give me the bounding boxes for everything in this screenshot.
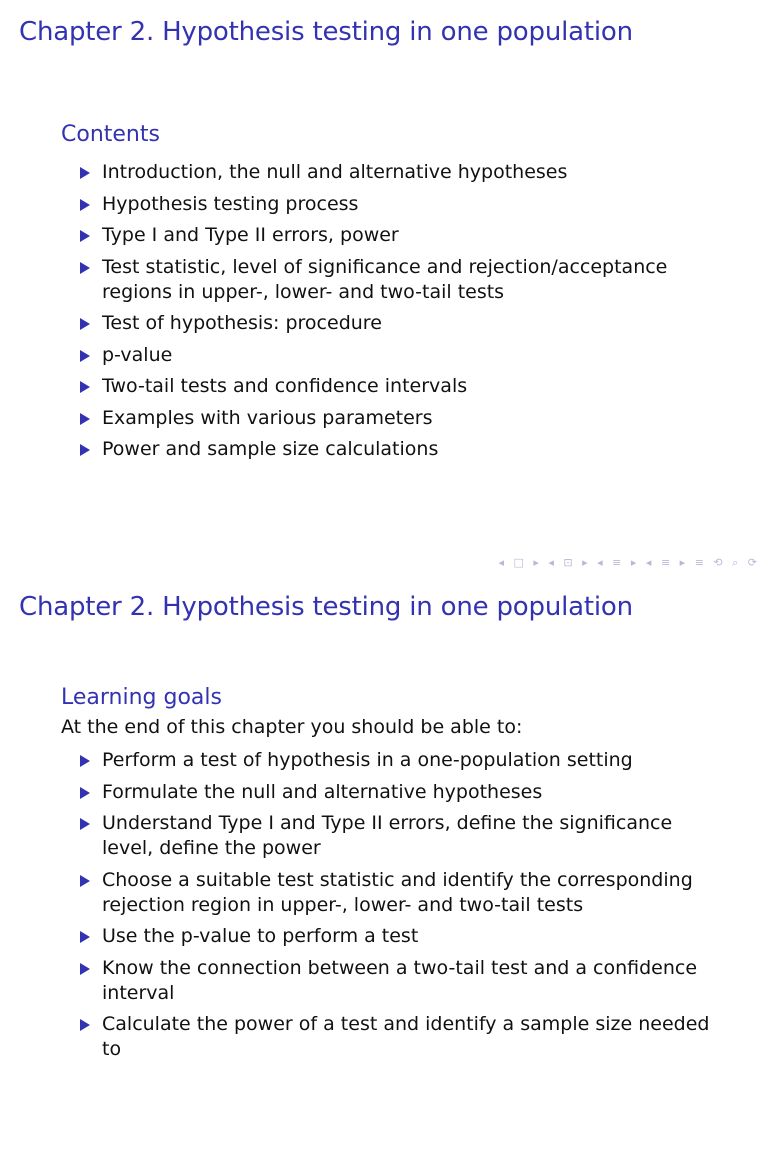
- intro-text: At the end of this chapter you should be able to:: [61, 716, 523, 738]
- triangle-bullet-icon: [80, 963, 90, 975]
- block-title: Contents: [61, 122, 160, 147]
- document-nav-icon[interactable]: ◂ ≡ ▸: [645, 556, 689, 569]
- list-item-text: Test statistic, level of significance and rejection/acceptance regions in upper-, lower- and two-tail tests: [102, 255, 668, 303]
- list-item: [80, 311, 720, 336]
- list-item-text: Use the p-value to perform a test: [102, 925, 419, 947]
- list-item-text: Two-tail tests and confidence intervals: [102, 375, 468, 397]
- triangle-bullet-icon: [80, 199, 90, 211]
- triangle-bullet-icon: [80, 381, 90, 393]
- list-item: [80, 780, 720, 805]
- list-item-text: Formulate the null and alternative hypotheses: [102, 780, 543, 803]
- triangle-bullet-icon: [80, 230, 90, 242]
- beamer-navigation-bar: [498, 556, 760, 570]
- list-item: [80, 223, 720, 248]
- list-item: [80, 811, 720, 861]
- section-nav-icon[interactable]: ◂ ≡ ▸: [597, 556, 640, 569]
- list-item: [80, 1012, 720, 1062]
- list-item-text: Type I and Type II errors, power: [102, 224, 399, 246]
- subsection-nav-icon[interactable]: ◂ ⊡ ▸: [548, 556, 591, 569]
- list-item-text: Introduction, the null and alternative hypotheses: [102, 161, 568, 183]
- triangle-bullet-icon: [80, 167, 90, 179]
- list-item-text: Power and sample size calculations: [102, 438, 439, 460]
- list-item-text: Understand Type I and Type II errors, define the significance level, define the power: [102, 812, 673, 859]
- slide-learning-goals: [0, 575, 768, 1150]
- frame-title: Chapter 2. Hypothesis testing in one population: [19, 592, 633, 622]
- frame-title: Chapter 2. Hypothesis testing in one population: [19, 17, 633, 47]
- triangle-bullet-icon: [80, 787, 90, 799]
- triangle-bullet-icon: [80, 875, 90, 887]
- list-item: [80, 748, 720, 773]
- frame-nav-icon[interactable]: ◂ □ ▸: [498, 556, 542, 569]
- list-item: [80, 255, 720, 305]
- list-item-text: Test of hypothesis: procedure: [102, 312, 382, 334]
- list-item: [80, 406, 720, 431]
- list-item-text: Know the connection between a two-tail test and a confidence interval: [102, 956, 698, 1004]
- list-item: [80, 160, 720, 185]
- contents-list: [80, 160, 720, 469]
- list-item-text: p-value: [102, 343, 173, 366]
- list-item-text: Perform a test of hypothesis in a one-population setting: [102, 749, 633, 771]
- triangle-bullet-icon: [80, 818, 90, 830]
- appendix-nav-icon[interactable]: ≡: [694, 556, 707, 569]
- triangle-bullet-icon: [80, 413, 90, 425]
- list-item: [80, 956, 720, 1006]
- triangle-bullet-icon: [80, 755, 90, 767]
- search-nav-icon[interactable]: ⟲ ⌕ ⟳: [713, 556, 760, 569]
- triangle-bullet-icon: [80, 262, 90, 274]
- list-item-text: Hypothesis testing process: [102, 192, 359, 215]
- list-item: [80, 192, 720, 217]
- list-item-text: Examples with various parameters: [102, 406, 433, 429]
- triangle-bullet-icon: [80, 1019, 90, 1031]
- triangle-bullet-icon: [80, 931, 90, 943]
- learning-goals-list: [80, 748, 720, 1069]
- block-title: Learning goals: [61, 685, 222, 710]
- list-item: [80, 343, 720, 368]
- list-item: [80, 924, 720, 949]
- list-item: [80, 868, 720, 918]
- triangle-bullet-icon: [80, 444, 90, 456]
- triangle-bullet-icon: [80, 318, 90, 330]
- list-item: [80, 374, 720, 399]
- triangle-bullet-icon: [80, 350, 90, 362]
- list-item-text: Calculate the power of a test and identify a sample size needed to: [102, 1013, 710, 1060]
- list-item: [80, 437, 720, 462]
- list-item-text: Choose a suitable test statistic and identify the corresponding rejection region in upper-, lower- and two-tail tests: [102, 868, 693, 916]
